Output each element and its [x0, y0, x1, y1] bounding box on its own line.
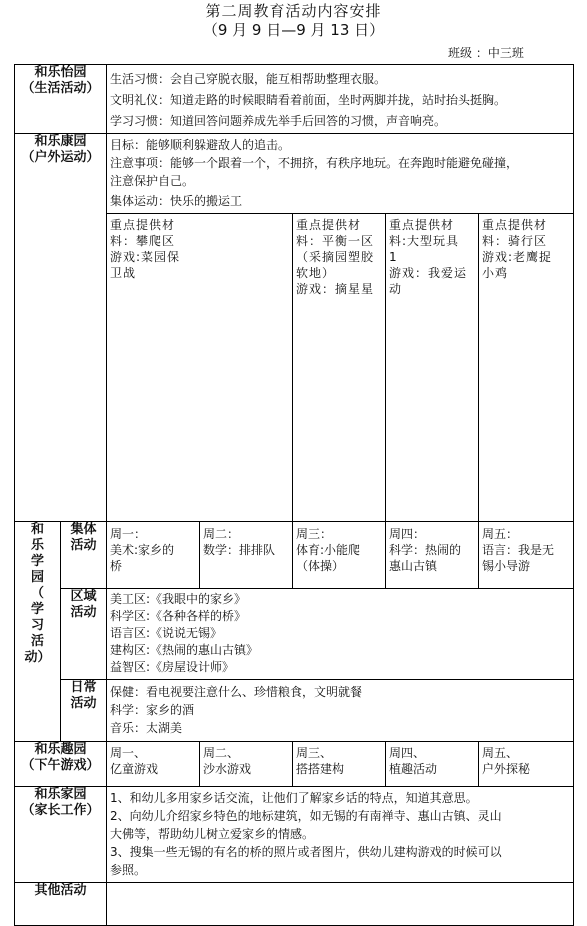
section-label-family: 和乐家园 （家长工作）	[15, 787, 107, 883]
health-content	[107, 134, 574, 214]
study-day-wed: 周三： 体育:小能爬 （体操）	[293, 522, 386, 589]
health-area-4: 重点提供材 料：骑行区 游戏:老鹰捉 小鸡	[479, 214, 574, 522]
life-study-habit: 学习习惯：知道回答问题养成先举手后回答的习惯，声音响亮。	[110, 114, 447, 128]
fun-day-wed: 周三、 搭搭建构	[293, 742, 386, 787]
row-life	[15, 65, 574, 134]
study-day-tue: 周二： 数学：排排队	[200, 522, 293, 589]
family-content: 1、和幼儿多用家乡话交流，让他们了解家乡话的特点，知道其意思。 2、向幼儿介绍家乡特色的地标建筑，如无锡的有南禅寺、惠山古镇、灵山 大佛等，帮助幼儿树立爱家乡的情感。 3、搜集一些无锡的有名的桥的照片或者图片，供幼儿建构游戏的时候可以 参照。	[107, 787, 574, 883]
row-other	[15, 883, 574, 926]
health-group: 集体运动：快乐的搬运工	[110, 194, 243, 208]
section-label-study: 和 乐 学 园 （ 学 习 活 动）	[15, 522, 61, 742]
fun-day-fri: 周五、 户外探秘	[479, 742, 574, 787]
study-daily-content: 保健：看电视要注意什么、珍惜粮食，文明就餐 科学：家乡的酒 音乐：太湖美	[107, 680, 574, 742]
life-etiquette: 文明礼仪：知道走路的时候眼睛看着前面，坐时两脚并拢，站时抬头挺胸。	[110, 93, 507, 107]
row-fun	[15, 742, 574, 787]
section-label-health: 和乐康园 （户外运动）	[15, 134, 107, 522]
health-notice-1: 注意事项：能够一个跟着一个，不拥挤，有秩序地玩。在奔跑时能避免碰撞，	[110, 156, 519, 170]
page-title: 第二周教育活动内容安排	[205, 2, 382, 20]
study-day-thu: 周四： 科学：热闹的 惠山古镇	[386, 522, 479, 589]
study-area-content: 美工区:《我眼中的家乡》 科学区:《各种各样的桥》 语言区:《说说无锡》 建构区:《热闹的惠山古镇》 益智区:《房屋设计师》	[107, 589, 574, 680]
fun-day-tue: 周二、 沙水游戏	[200, 742, 293, 787]
life-habit: 生活习惯：会自己穿脱衣服，能互相帮助整理衣服。	[110, 72, 387, 86]
section-label-other: 其他活动	[15, 883, 107, 926]
sub-label-daily: 日常 活动	[61, 680, 107, 742]
fun-day-thu: 周四、 植趣活动	[386, 742, 479, 787]
sub-label-group: 集体 活动	[61, 522, 107, 589]
life-content	[107, 65, 574, 134]
other-content	[107, 883, 574, 926]
section-label-life: 和乐怡园 （生活活动）	[15, 65, 107, 134]
row-family	[15, 787, 574, 883]
row-study-area	[15, 589, 574, 680]
study-day-mon: 周一： 美术:家乡的 桥	[107, 522, 200, 589]
sub-label-area: 区域 活动	[61, 589, 107, 680]
schedule-table	[14, 64, 574, 926]
health-area-1: 重点提供材 料：攀爬区 游戏:菜园保 卫战	[107, 214, 293, 522]
section-label-fun: 和乐趣园 （下午游戏）	[15, 742, 107, 787]
health-area-3: 重点提供材 料:大型玩具 1 游戏：我爱运 动	[386, 214, 479, 522]
health-area-2: 重点提供材 料：平衡一区 （采摘园塑胶 软地） 游戏：摘星星	[293, 214, 386, 522]
row-health-top	[15, 134, 574, 214]
fun-day-mon: 周一、 亿童游戏	[107, 742, 200, 787]
row-study-daily	[15, 680, 574, 742]
health-notice-2: 注意保护自己。	[110, 174, 195, 188]
date-range: （9 月 9 日—9 月 13 日）	[202, 21, 385, 39]
health-goal: 目标：能够顺利躲避敌人的追击。	[110, 138, 291, 152]
study-day-fri: 周五： 语言：我是无 锡小导游	[479, 522, 574, 589]
row-study-group	[15, 522, 574, 589]
class-label: 班级 ：中三班	[448, 46, 524, 60]
